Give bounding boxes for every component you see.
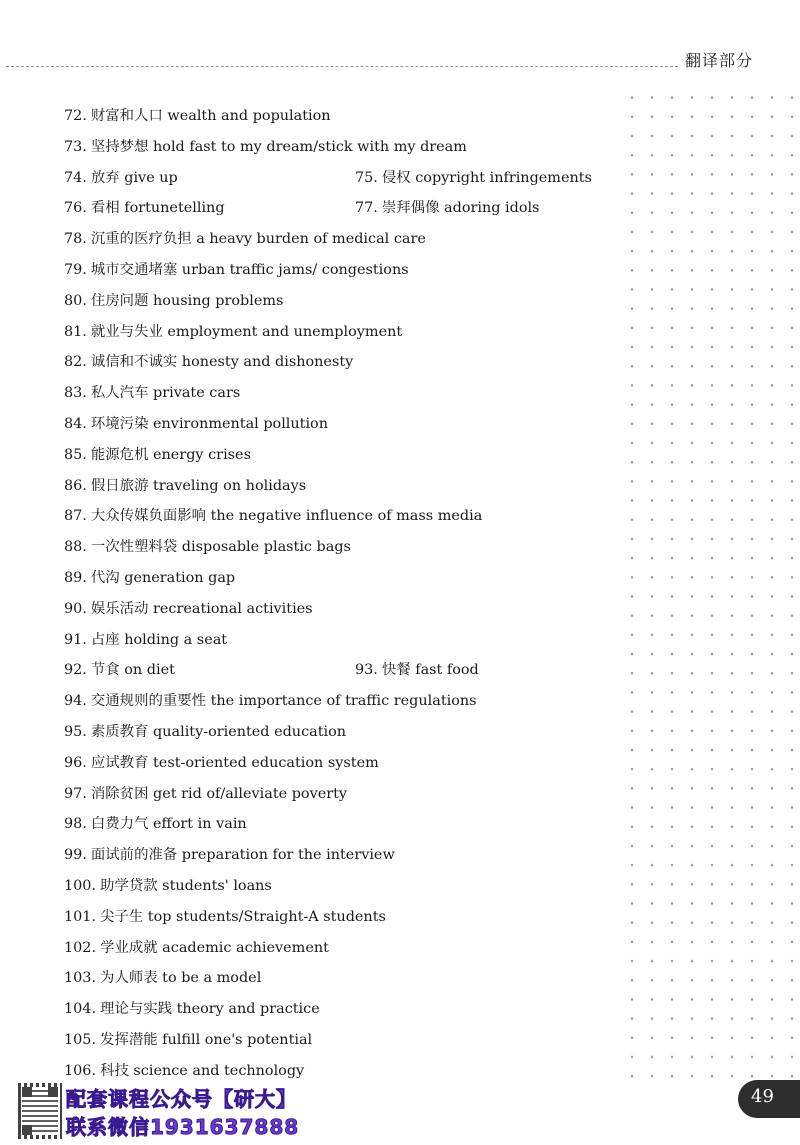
list-item <box>64 534 624 565</box>
entry-number: 80. <box>64 292 87 309</box>
entry-number: 101. <box>64 908 97 925</box>
entry-text: 崇拜偶像 adoring idols <box>381 200 540 217</box>
entry-number: 98. <box>64 816 87 833</box>
entry-number: 103. <box>64 970 97 987</box>
entry-text: 就业与失业 employment and unemployment <box>90 323 403 340</box>
vocabulary-entry <box>64 627 227 653</box>
entry-text: 尖子生 top students/Straight-A students <box>100 908 386 925</box>
vocabulary-entry <box>64 1058 304 1084</box>
entry-text: 财富和人口 wealth and population <box>90 108 331 124</box>
entry-number: 90. <box>64 600 87 617</box>
entry-number: 72. <box>64 108 87 124</box>
entry-number: 104. <box>64 1001 97 1018</box>
page-number: 49 <box>751 1086 774 1107</box>
list-item <box>64 288 624 319</box>
entry-text: 交通规则的重要性 the importance of traffic regulations <box>90 693 477 710</box>
entry-number: 79. <box>64 261 87 278</box>
vocabulary-entry <box>64 811 247 837</box>
entry-text: 城市交通堵塞 urban traffic jams/ congestions <box>90 261 409 278</box>
entry-number: 99. <box>64 847 87 864</box>
entry-text: 大众传媒负面影响 the negative influence of mass media <box>90 508 483 525</box>
list-item <box>64 134 624 165</box>
dot-grid-margin <box>622 88 800 1078</box>
promo-line-1: 配套课程公众号【研大】 <box>66 1087 297 1111</box>
entry-text: 为人师表 to be a model <box>100 970 262 987</box>
list-item <box>64 503 624 534</box>
entry-text: 应试教育 test-oriented education system <box>90 754 379 771</box>
entry-number: 73. <box>64 138 87 155</box>
vocabulary-entry <box>64 996 320 1022</box>
list-item <box>64 565 624 596</box>
entry-number: 92. <box>64 662 87 679</box>
list-item <box>64 226 624 257</box>
entry-number: 95. <box>64 723 87 740</box>
list-item <box>64 195 624 226</box>
vocabulary-entry <box>64 134 467 160</box>
list-item <box>64 319 624 350</box>
vocabulary-entry <box>64 565 235 591</box>
list-item <box>64 657 624 688</box>
vocabulary-entry <box>64 288 283 314</box>
vocabulary-entry <box>64 226 426 252</box>
entry-number: 94. <box>64 693 87 710</box>
list-item <box>64 935 624 966</box>
entry-text: 发挥潜能 fulfill one's potential <box>100 1031 313 1048</box>
vocabulary-entry <box>64 719 346 745</box>
entry-text: 占座 holding a seat <box>90 631 228 648</box>
vocabulary-entry <box>64 473 306 499</box>
entry-text: 沉重的医疗负担 a heavy burden of medical care <box>90 231 426 248</box>
entry-text: 科技 science and technology <box>100 1062 305 1079</box>
entry-number: 75. <box>355 169 378 186</box>
vocabulary-entry <box>64 842 395 868</box>
list-item <box>64 688 624 719</box>
entry-number: 89. <box>64 569 87 586</box>
vocabulary-entry <box>64 503 482 529</box>
entry-number: 91. <box>64 631 87 648</box>
vocabulary-entry <box>64 596 313 622</box>
vocabulary-entry <box>64 257 409 283</box>
entry-text: 私人汽车 private cars <box>90 385 241 402</box>
vocabulary-entry <box>355 195 540 221</box>
list-item <box>64 411 624 442</box>
list-item <box>64 165 624 196</box>
list-item <box>64 842 624 873</box>
vocabulary-entry <box>64 965 261 991</box>
entry-text: 环境污染 environmental pollution <box>90 415 328 432</box>
section-title: 翻译部分 <box>685 51 754 70</box>
entry-number: 100. <box>64 877 97 894</box>
entry-text: 娱乐活动 recreational activities <box>90 600 313 617</box>
vocabulary-entry <box>355 657 479 683</box>
entry-number: 81. <box>64 323 87 340</box>
entry-number: 105. <box>64 1031 97 1048</box>
entry-number: 82. <box>64 354 87 371</box>
vocabulary-entry <box>64 534 351 560</box>
entry-text: 诚信和不诚实 honesty and dishonesty <box>90 354 354 371</box>
entry-text: 节食 on diet <box>90 662 175 679</box>
entry-number: 85. <box>64 446 87 463</box>
entry-number: 83. <box>64 385 87 402</box>
entry-number: 88. <box>64 539 87 556</box>
entry-text: 白费力气 effort in vain <box>90 816 247 833</box>
list-item <box>64 380 624 411</box>
entry-text: 素质教育 quality-oriented education <box>90 723 347 740</box>
entry-number: 78. <box>64 231 87 248</box>
entry-text: 助学贷款 students' loans <box>100 877 272 894</box>
header-divider <box>6 66 678 67</box>
promo-banner <box>18 1083 318 1139</box>
list-item <box>64 750 624 781</box>
entry-text: 一次性塑料袋 disposable plastic bags <box>90 539 351 556</box>
promo-line-2: 联系微信1931637888 <box>66 1115 300 1139</box>
vocabulary-entry <box>64 103 331 129</box>
vocabulary-entry <box>64 750 379 776</box>
vocabulary-entry <box>64 1027 312 1053</box>
list-item <box>64 1027 624 1058</box>
entry-number: 74. <box>64 169 87 186</box>
entry-text: 代沟 generation gap <box>90 569 236 586</box>
list-item <box>64 349 624 380</box>
vocabulary-entry <box>64 195 225 221</box>
vocabulary-entry <box>64 319 402 345</box>
list-item <box>64 781 624 812</box>
entry-text: 快餐 fast food <box>381 662 479 679</box>
list-item <box>64 442 624 473</box>
entry-number: 93. <box>355 662 378 679</box>
entry-text: 面试前的准备 preparation for the interview <box>90 847 395 864</box>
list-item <box>64 719 624 750</box>
entry-number: 102. <box>64 939 97 956</box>
entry-text: 放弃 give up <box>90 169 178 186</box>
vocabulary-entry <box>64 442 251 468</box>
entry-text: 住房问题 housing problems <box>90 292 284 309</box>
entry-text: 能源危机 energy crises <box>90 446 251 463</box>
entry-number: 77. <box>355 200 378 217</box>
entry-number: 84. <box>64 415 87 432</box>
vocabulary-entry <box>355 165 592 191</box>
vocabulary-entry <box>64 657 175 683</box>
entry-number: 97. <box>64 785 87 802</box>
entry-number: 87. <box>64 508 87 525</box>
entry-number: 96. <box>64 754 87 771</box>
vocabulary-entry <box>64 380 240 406</box>
entry-number: 86. <box>64 477 87 494</box>
entry-number: 76. <box>64 200 87 217</box>
list-item <box>64 596 624 627</box>
entry-text: 看相 fortunetelling <box>90 200 225 217</box>
list-item <box>64 627 624 658</box>
entry-text: 假日旅游 traveling on holidays <box>90 477 307 494</box>
vocabulary-entry <box>64 688 477 714</box>
entry-text: 理论与实践 theory and practice <box>100 1001 320 1018</box>
list-item <box>64 811 624 842</box>
list-item <box>64 996 624 1027</box>
vocabulary-entry <box>64 411 328 437</box>
entry-number: 106. <box>64 1062 97 1079</box>
vocabulary-entry <box>64 873 272 899</box>
list-item <box>64 965 624 996</box>
vocabulary-entry <box>64 781 347 807</box>
entry-text: 坚持梦想 hold fast to my dream/stick with my dream <box>90 138 467 155</box>
entry-text: 消除贫困 get rid of/alleviate poverty <box>90 785 348 802</box>
list-item <box>64 873 624 904</box>
entry-text: 侵权 copyright infringements <box>381 169 592 186</box>
vocabulary-entry <box>64 349 353 375</box>
list-item <box>64 103 624 134</box>
list-item <box>64 904 624 935</box>
entry-text: 学业成就 academic achievement <box>100 939 329 956</box>
qr-code-icon <box>18 1083 62 1139</box>
vocabulary-entry <box>64 165 178 191</box>
list-item <box>64 473 624 504</box>
vocabulary-entry <box>64 935 329 961</box>
vocabulary-list <box>64 103 624 1089</box>
vocabulary-entry <box>64 904 386 930</box>
list-item <box>64 257 624 288</box>
